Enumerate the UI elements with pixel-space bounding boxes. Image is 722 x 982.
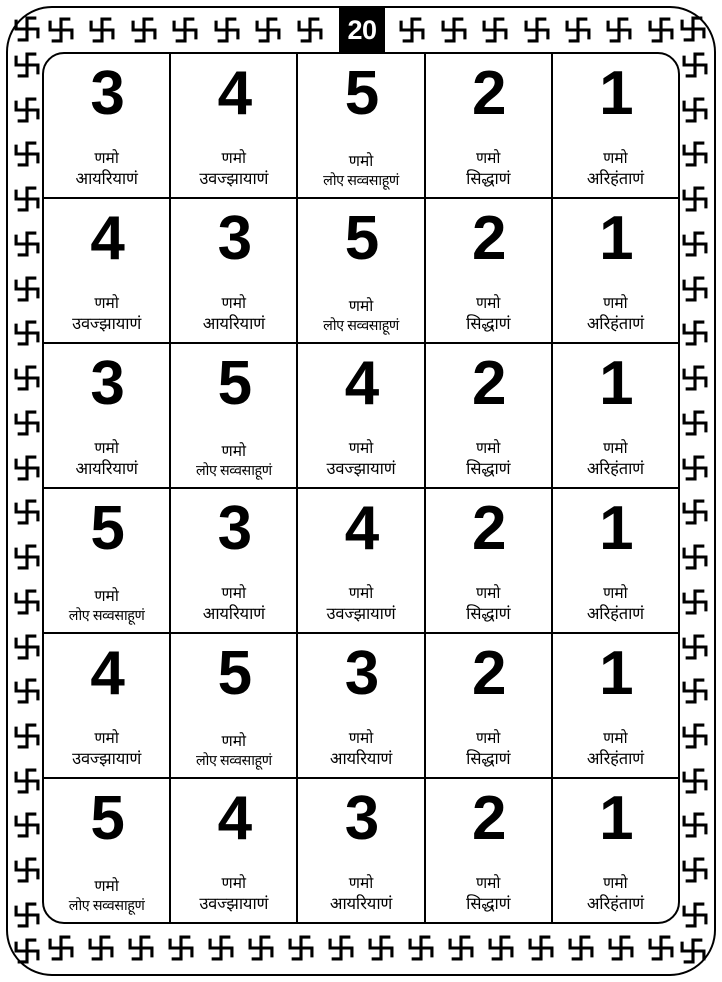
- mantra-cell-text: [301, 874, 420, 916]
- mantra-line-1: णमो: [603, 730, 628, 748]
- swastika-icon: [88, 935, 114, 961]
- swastika-icon: [14, 812, 40, 838]
- swastika-icon: [682, 768, 708, 794]
- mantra-line-2: सिद्धाणं: [466, 894, 511, 913]
- swastika-icon: [14, 544, 40, 570]
- swastika-icon: [680, 938, 706, 964]
- mantra-cell-number: 2: [471, 639, 505, 708]
- mantra-cell[interactable]: [298, 634, 425, 777]
- mantra-cell[interactable]: [44, 779, 171, 922]
- mantra-cell-number: 1: [599, 784, 632, 853]
- mantra-cell-text: [47, 149, 166, 191]
- mantra-line-2: सिद्धाणं: [466, 749, 511, 768]
- mantra-cell-number: 1: [599, 204, 632, 273]
- swastika-icon: [680, 16, 706, 42]
- mantra-line-2: लोए सव्वसाहूणं: [323, 172, 399, 189]
- swastika-icon: [608, 935, 634, 961]
- border-band-bottom: [46, 928, 676, 968]
- mantra-cell-number: 4: [344, 349, 378, 418]
- mantra-cell[interactable]: [298, 344, 425, 487]
- mantra-line-2: लोए सव्वसाहूणं: [68, 897, 145, 914]
- mantra-cell-number: 5: [344, 59, 378, 128]
- mantra-cell-number: 4: [217, 784, 251, 853]
- swastika-icon: [682, 902, 708, 928]
- mantra-line-1: णमो: [94, 150, 119, 168]
- swastika-icon: [408, 935, 434, 961]
- mantra-cell-number: 3: [344, 784, 378, 853]
- swastika-icon: [682, 365, 708, 391]
- mantra-cell-text: [556, 584, 675, 626]
- mantra-cell-text: [47, 294, 166, 336]
- mantra-cell-text: [429, 439, 548, 481]
- mantra-line-2: उवज्झायाणं: [199, 169, 269, 188]
- swastika-icon: [682, 186, 708, 212]
- mantra-grid-row: [44, 779, 678, 922]
- mantra-cell-number: 2: [471, 494, 505, 563]
- mantra-grid-row: [44, 344, 678, 489]
- swastika-icon: [682, 97, 708, 123]
- mantra-cell[interactable]: [553, 199, 678, 342]
- swastika-icon: [14, 589, 40, 615]
- swastika-icon: [568, 935, 594, 961]
- swastika-icon: [128, 935, 154, 961]
- mantra-cell[interactable]: [553, 344, 678, 487]
- swastika-icon: [14, 938, 40, 964]
- swastika-icon: [682, 231, 708, 257]
- border-band-left: [8, 50, 46, 930]
- mantra-cell-number: 5: [344, 204, 378, 273]
- mantra-cell[interactable]: [171, 344, 298, 487]
- mantra-cell-text: [556, 294, 675, 336]
- swastika-icon: [606, 17, 632, 43]
- mantra-line-2: उवज्झायाणं: [72, 749, 142, 768]
- mantra-grid-row: [44, 634, 678, 779]
- mantra-line-2: सिद्धाणं: [466, 604, 511, 623]
- mantra-line-2: अरिहंताणं: [586, 749, 644, 768]
- mantra-cell-number: 2: [471, 784, 505, 853]
- mantra-cell-text: [301, 584, 420, 626]
- mantra-line-1: णमो: [348, 875, 374, 893]
- swastika-icon: [14, 52, 40, 78]
- mantra-cell[interactable]: [426, 54, 553, 197]
- mantra-grid-row: [44, 489, 678, 634]
- mantra-cell-number: 3: [344, 639, 378, 708]
- swastika-icon: [482, 17, 508, 43]
- mantra-line-1: णमो: [221, 875, 247, 893]
- swastika-icon: [89, 17, 115, 43]
- swastika-icon: [248, 935, 274, 961]
- swastika-icon: [682, 678, 708, 704]
- mantra-cell[interactable]: [171, 779, 298, 922]
- mantra-cell-text: [429, 149, 548, 191]
- mantra-cell[interactable]: [44, 54, 171, 197]
- corner-swastika-bottom-left: [12, 936, 42, 966]
- swastika-icon: [14, 410, 40, 436]
- mantra-cell-text: [174, 149, 293, 191]
- swastika-icon: [14, 499, 40, 525]
- mantra-cell-text: [174, 294, 293, 336]
- swastika-icon: [368, 935, 394, 961]
- mantra-line-1: णमो: [348, 297, 374, 315]
- mantra-cell-text: [174, 442, 293, 481]
- mantra-cell-text: [556, 439, 675, 481]
- mantra-cell[interactable]: [44, 634, 171, 777]
- mantra-cell-text: [47, 587, 166, 626]
- mantra-cell[interactable]: [44, 344, 171, 487]
- mantra-line-2: अरिहंताणं: [586, 314, 644, 333]
- swastika-icon: [528, 935, 554, 961]
- mantra-line-1: णमो: [221, 150, 247, 168]
- mantra-line-1: णमो: [475, 295, 501, 313]
- mantra-cell-number: 1: [599, 639, 632, 708]
- mantra-cell-number: 1: [599, 349, 632, 418]
- swastika-icon: [682, 499, 708, 525]
- swastika-icon: [682, 544, 708, 570]
- swastika-icon: [682, 141, 708, 167]
- swastika-icon: [565, 17, 591, 43]
- mantra-grid-row: [44, 199, 678, 344]
- mantra-line-1: णमो: [94, 295, 119, 313]
- mantra-line-2: अरिहंताणं: [586, 604, 644, 623]
- swastika-icon: [48, 17, 74, 43]
- mantra-grid-row: [44, 54, 678, 199]
- mantra-line-1: णमो: [94, 730, 119, 748]
- mantra-line-2: अरिहंताणं: [586, 459, 644, 478]
- mantra-line-2: सिद्धाणं: [466, 314, 511, 333]
- swastika-icon: [648, 17, 674, 43]
- mantra-cell-number: 5: [217, 349, 251, 418]
- corner-swastika-bottom-right: [678, 936, 708, 966]
- mantra-cell-number: 3: [217, 494, 251, 563]
- swastika-icon: [682, 812, 708, 838]
- mantra-cell[interactable]: [298, 54, 425, 197]
- swastika-icon: [441, 17, 467, 43]
- mantra-cell-number: 1: [599, 494, 632, 563]
- mantra-line-1: णमो: [603, 440, 628, 458]
- swastika-icon: [682, 276, 708, 302]
- mantra-line-1: णमो: [475, 730, 501, 748]
- swastika-icon: [14, 455, 40, 481]
- swastika-icon: [14, 186, 40, 212]
- page-number-badge: 20: [339, 8, 385, 52]
- mantra-cell-number: 2: [471, 59, 505, 128]
- mantra-cell-text: [429, 874, 548, 916]
- mantra-cell[interactable]: [44, 199, 171, 342]
- mantra-cell-text: [174, 584, 293, 626]
- mantra-line-1: णमो: [348, 585, 374, 603]
- swastika-icon: [488, 935, 514, 961]
- mantra-cell[interactable]: [298, 199, 425, 342]
- mantra-cell[interactable]: [171, 54, 298, 197]
- mantra-cell-text: [301, 729, 420, 771]
- mantra-cell-number: 5: [90, 784, 123, 853]
- swastika-icon: [14, 723, 40, 749]
- swastika-icon: [131, 17, 157, 43]
- mantra-line-2: उवज्झायाणं: [199, 894, 269, 913]
- mantra-line-2: लोए सव्वसाहूणं: [195, 462, 272, 479]
- mantra-line-1: णमो: [348, 730, 374, 748]
- mantra-line-2: लोए सव्वसाहूणं: [68, 607, 145, 624]
- swastika-icon: [14, 141, 40, 167]
- mantra-cell-number: 1: [599, 59, 632, 128]
- mantra-line-1: णमो: [94, 587, 119, 605]
- mantra-line-1: णमो: [603, 875, 628, 893]
- swastika-icon: [328, 935, 354, 961]
- swastika-icon: [448, 935, 474, 961]
- mantra-cell-text: [556, 149, 675, 191]
- mantra-line-2: आयरियाणं: [329, 894, 393, 913]
- swastika-icon: [172, 17, 198, 43]
- mantra-line-2: लोए सव्वसाहूणं: [323, 317, 399, 334]
- mantra-cell-text: [47, 439, 166, 481]
- mantra-cell-text: [429, 729, 548, 771]
- swastika-icon: [648, 935, 674, 961]
- mantra-line-2: अरिहंताणं: [586, 894, 644, 913]
- border-band-right: [676, 50, 714, 930]
- mantra-line-2: आयरियाणं: [202, 314, 265, 333]
- mantra-line-1: णमो: [475, 585, 501, 603]
- mantra-line-2: लोए सव्वसाहूणं: [195, 752, 272, 769]
- mantra-cell[interactable]: [426, 344, 553, 487]
- swastika-icon: [48, 935, 74, 961]
- mantra-cell[interactable]: [426, 489, 553, 632]
- mantra-cell-number: 4: [90, 204, 123, 273]
- mantra-line-1: णमो: [348, 152, 374, 170]
- mantra-cell-text: [556, 729, 675, 771]
- mantra-cell-text: [429, 294, 548, 336]
- swastika-icon: [14, 768, 40, 794]
- swastika-icon: [682, 52, 708, 78]
- mantra-line-2: अरिहंताणं: [586, 169, 644, 188]
- swastika-icon: [682, 723, 708, 749]
- mantra-cell-number: 3: [90, 349, 123, 418]
- mantra-cell[interactable]: [553, 779, 678, 922]
- mantra-cell[interactable]: [426, 779, 553, 922]
- mantra-cell-number: 3: [217, 204, 251, 273]
- mantra-cell-text: [174, 732, 293, 771]
- mantra-cell-number: 4: [344, 494, 378, 563]
- mantra-cell-number: 4: [217, 59, 251, 128]
- mantra-cell-text: [301, 297, 420, 336]
- mantra-grid: [42, 52, 680, 924]
- mantra-line-2: आयरियाणं: [202, 604, 265, 623]
- swastika-icon: [14, 231, 40, 257]
- mantra-cell[interactable]: [298, 489, 425, 632]
- mantra-cell-text: [47, 877, 166, 916]
- swastika-icon: [682, 634, 708, 660]
- swastika-icon: [14, 678, 40, 704]
- mantra-cell[interactable]: [44, 489, 171, 632]
- mantra-cell-number: 2: [471, 349, 505, 418]
- swastika-icon: [14, 276, 40, 302]
- mantra-cell[interactable]: [298, 779, 425, 922]
- corner-swastika-top-right: [678, 14, 708, 44]
- mantra-line-2: आयरियाणं: [75, 459, 138, 478]
- swastika-icon: [288, 935, 314, 961]
- mantra-line-2: सिद्धाणं: [466, 459, 511, 478]
- mantra-cell-text: [429, 584, 548, 626]
- mantra-cell[interactable]: [171, 199, 298, 342]
- corner-swastika-top-left: [12, 14, 42, 44]
- mantra-line-1: णमो: [221, 295, 247, 313]
- swastika-icon: [14, 16, 40, 42]
- mantra-cell[interactable]: [553, 634, 678, 777]
- mantra-line-2: उवज्झायाणं: [326, 604, 396, 623]
- mantra-line-2: उवज्झायाणं: [326, 459, 396, 478]
- mantra-cell-number: 2: [471, 204, 505, 273]
- mantra-cell[interactable]: [171, 634, 298, 777]
- mantra-cell[interactable]: [426, 199, 553, 342]
- swastika-icon: [682, 410, 708, 436]
- mantra-cell-number: 5: [217, 639, 251, 708]
- mantra-cell-text: [301, 152, 420, 191]
- mantra-line-1: णमो: [221, 585, 247, 603]
- mantra-line-2: सिद्धाणं: [466, 169, 511, 188]
- swastika-icon: [14, 97, 40, 123]
- swastika-icon: [208, 935, 234, 961]
- swastika-icon: [168, 935, 194, 961]
- mantra-line-1: णमो: [475, 440, 501, 458]
- mantra-line-1: णमो: [221, 732, 247, 750]
- mantra-cell-number: 3: [90, 59, 123, 128]
- mantra-line-1: णमो: [221, 442, 247, 460]
- swastika-icon: [214, 17, 240, 43]
- mantra-line-2: उवज्झायाणं: [72, 314, 142, 333]
- swastika-icon: [14, 320, 40, 346]
- swastika-icon: [682, 857, 708, 883]
- mantra-line-1: णमो: [603, 585, 628, 603]
- mantra-cell[interactable]: [553, 54, 678, 197]
- mantra-cell-text: [47, 729, 166, 771]
- mantra-line-1: णमो: [475, 875, 501, 893]
- mantra-cell-number: 5: [90, 494, 123, 563]
- swastika-icon: [524, 17, 550, 43]
- mantra-line-2: आयरियाणं: [75, 169, 138, 188]
- mantra-line-1: णमो: [603, 150, 628, 168]
- mantra-cell-text: [301, 439, 420, 481]
- swastika-icon: [399, 17, 425, 43]
- mantra-line-1: णमो: [94, 877, 119, 895]
- swastika-icon: [682, 320, 708, 346]
- mantra-line-1: णमो: [94, 440, 119, 458]
- swastika-icon: [297, 17, 323, 43]
- mantra-cell-text: [174, 874, 293, 916]
- mantra-cell-number: 4: [90, 639, 123, 708]
- mantra-line-2: आयरियाणं: [329, 749, 393, 768]
- swastika-icon: [682, 589, 708, 615]
- mantra-line-1: णमो: [475, 150, 501, 168]
- mantra-cell[interactable]: [426, 634, 553, 777]
- mantra-cell-text: [556, 874, 675, 916]
- mantra-cell[interactable]: [553, 489, 678, 632]
- mantra-cell[interactable]: [171, 489, 298, 632]
- swastika-icon: [255, 17, 281, 43]
- swastika-icon: [682, 455, 708, 481]
- swastika-icon: [14, 365, 40, 391]
- swastika-icon: [14, 634, 40, 660]
- mantra-line-1: णमो: [348, 440, 374, 458]
- swastika-icon: [14, 857, 40, 883]
- swastika-icon: [14, 902, 40, 928]
- mantra-line-1: णमो: [603, 295, 628, 313]
